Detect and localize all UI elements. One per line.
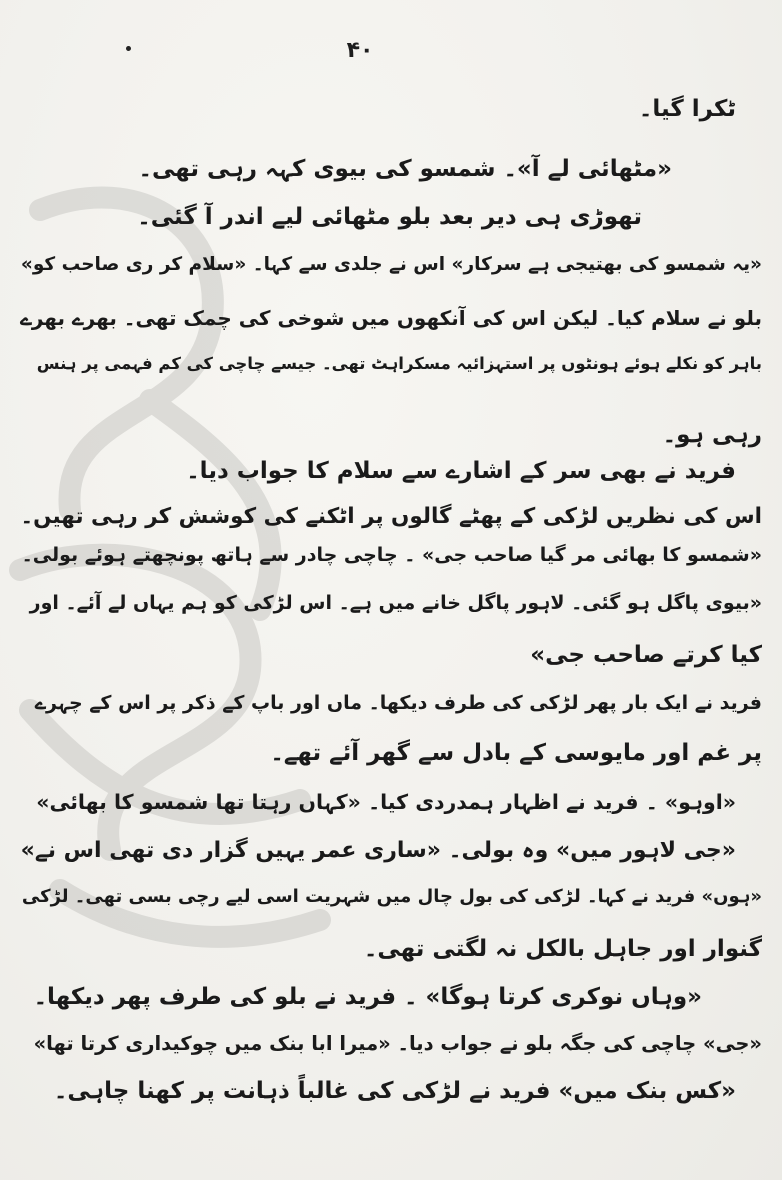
text-line: بلو نے سلام کیا۔ لیکن اس کی آنکھوں میں شوخی کی چمک تھی۔ بھرے بھرے: [20, 306, 762, 330]
text-line: «شمسو کا بھائی مر گیا صاحب جی» ۔ چاچی چادر سے ہاتھ پونچھتے ہوئے بولی۔: [21, 544, 762, 566]
text-line: «ہوں» فرید نے کہا۔ لڑکی کی بول چال میں شہریت اسی لیے رچی بسی تھی۔ لڑکی: [21, 886, 762, 907]
text-line: کیا کرتے صاحب جی»: [530, 642, 762, 668]
text-line: «بیوی پاگل ہو گئی۔ لاہور پاگل خانے میں ہے۔ اس لڑکی کو ہم یہاں لے آئے۔ اور: [29, 592, 762, 614]
text-line: گنوار اور جاہل بالکل نہ لگتی تھی۔: [363, 936, 762, 962]
text-line: «یہ شمسو کی بھتیجی ہے سرکار» اس نے جلدی سے کہا۔ «سلام کر ری صاحب کو»: [20, 254, 762, 275]
text-line: رہی ہو۔: [662, 422, 762, 448]
text-line: فرید نے ایک بار پھر لڑکی کی طرف دیکھا۔ ماں اور باپ کے ذکر پر اس کے چہرے: [34, 692, 762, 714]
text-line: فرید نے بھی سر کے اشارے سے سلام کا جواب دیا۔: [186, 458, 736, 484]
text-line: اس کی نظریں لڑکی کے پھٹے گالوں پر اٹکنے کی کوشش کر رہی تھیں۔: [20, 504, 762, 529]
text-line: پر غم اور مایوسی کے بادل سے گھر آئے تھے۔: [270, 740, 762, 766]
text-line: «کس بنک میں» فرید نے لڑکی کی غالباً ذہانت پر کھنا چاہی۔: [53, 1078, 736, 1104]
text-line: «جی لاہور میں» وہ بولی۔ «ساری عمر یہیں گزار دی تھی اس نے»: [20, 838, 736, 863]
text-line: باہر کو نکلے ہوئے ہونٹوں پر استہزائیہ مسکراہٹ تھی۔ جیسے چاچی کی کم فہمی پر ہنس: [36, 354, 762, 373]
text-line: ٹکرا گیا۔: [638, 96, 736, 122]
text-line: «مٹھائی لے آ»۔ شمسو کی بیوی کہہ رہی تھی۔: [138, 156, 672, 182]
text-line: «اوہو» ۔ فرید نے اظہار ہمدردی کیا۔ «کہاں رہتا تھا شمسو کا بھائی»: [36, 790, 736, 814]
scan-dot: [126, 46, 131, 51]
page-number: ۴۰: [346, 38, 374, 63]
text-line: تھوڑی ہی دیر بعد بلو مٹھائی لیے اندر آ گئی۔: [137, 204, 642, 230]
text-line: «جی» چاچی کی جگہ بلو نے جواب دیا۔ «میرا ابا بنک میں چوکیداری کرتا تھا»: [33, 1032, 762, 1055]
text-line: «وہاں نوکری کرتا ہوگا» ۔ فرید نے بلو کی طرف پھر دیکھا۔: [33, 984, 702, 1010]
